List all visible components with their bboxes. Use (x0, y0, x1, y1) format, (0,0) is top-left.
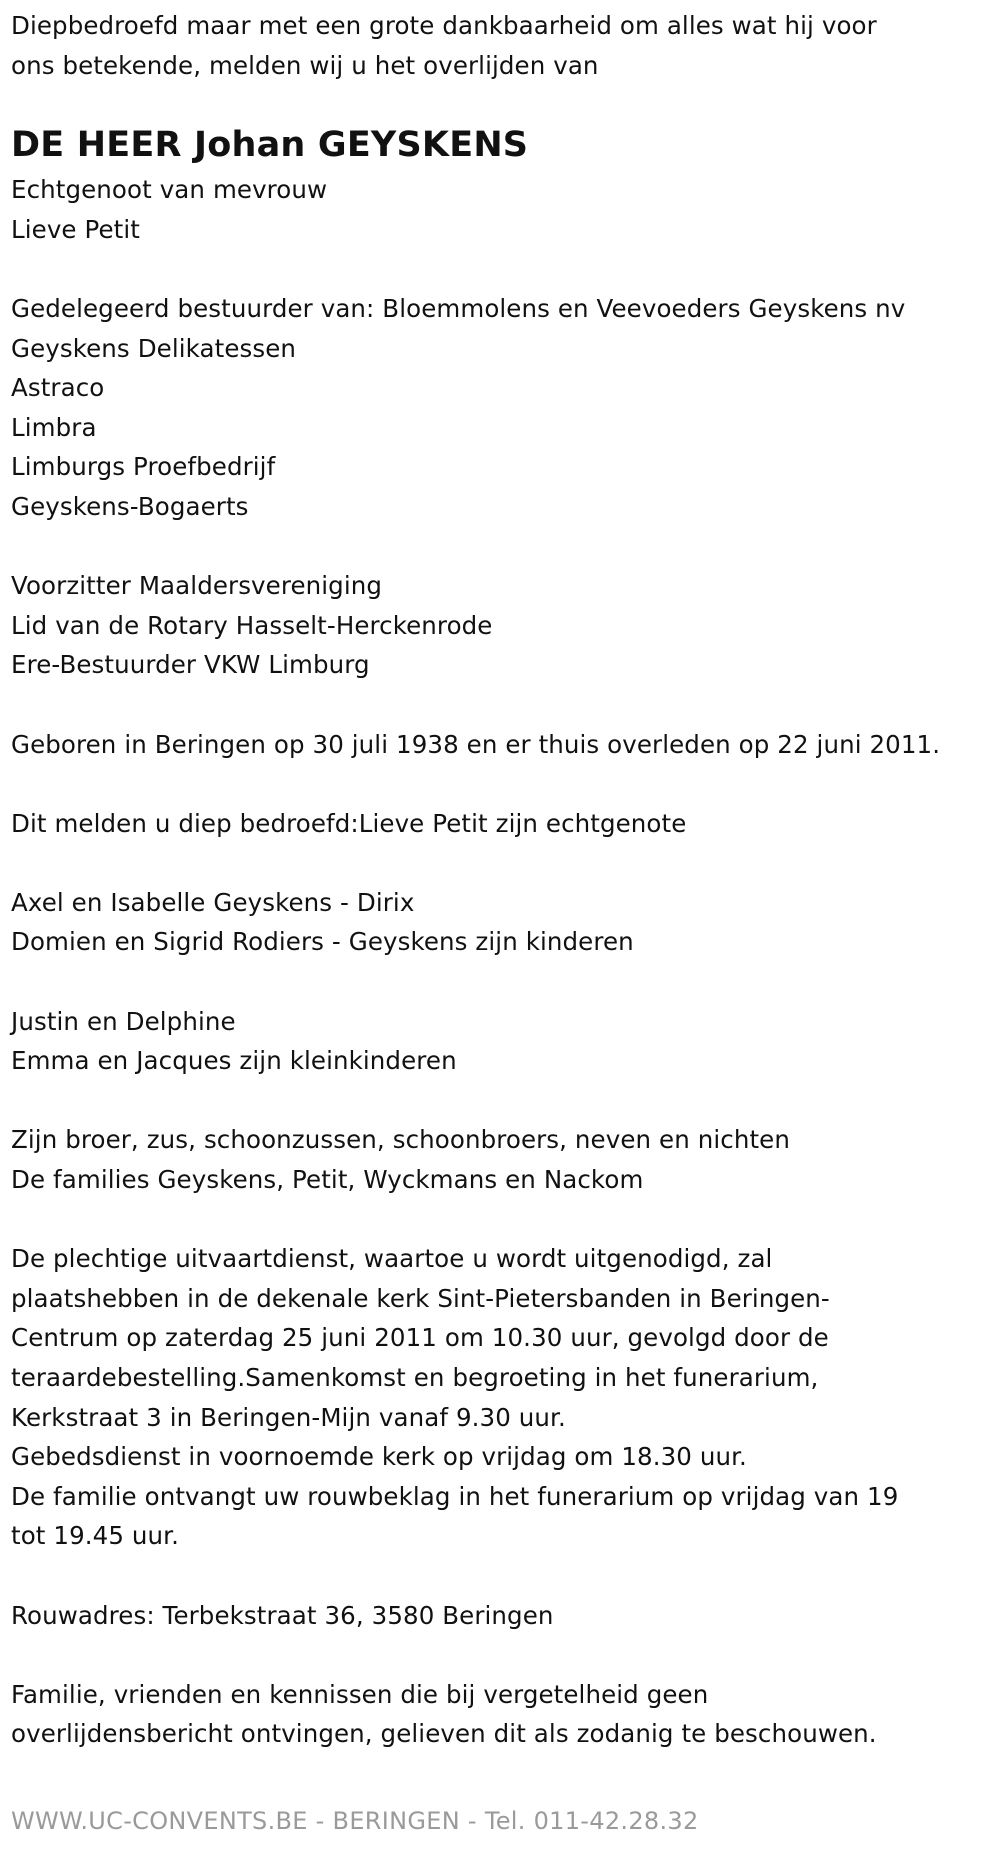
spacer (11, 85, 991, 121)
service-line: Kerkstraat 3 in Beringen-Mijn vanaf 9.30 uur. (11, 1402, 566, 1432)
service-line: De plechtige uitvaartdienst, waartoe u wordt uitgenodigd, zal (11, 1244, 773, 1274)
grandchildren-line: Emma en Jacques zijn kleinkinderen (11, 1046, 457, 1076)
spouse-line: Lieve Petit (11, 214, 140, 244)
service-line: tot 19.45 uur. (11, 1521, 179, 1551)
position-line: Geyskens Delikatessen (11, 333, 297, 363)
spacer (11, 1081, 991, 1121)
intro-line: Diepbedroefd maar met een grote dankbaarheid om alles wat hij voor (11, 11, 877, 40)
spacer (11, 843, 991, 883)
spouse-line: Echtgenoot van mevrouw (11, 175, 328, 205)
position-line: Astraco (11, 373, 105, 403)
birth-death-line: Geboren in Beringen op 30 juli 1938 en er thuis overleden op 22 juni 2011. (11, 729, 941, 759)
grandchildren-line: Justin en Delphine (11, 1006, 236, 1036)
memberships-block (11, 566, 991, 685)
service-line: Centrum op zaterdag 25 juni 2011 om 10.30 uur, gevolgd door de (11, 1323, 829, 1353)
obituary-document (11, 6, 991, 1754)
position-line: Limbra (11, 412, 97, 442)
relatives-block (11, 1120, 991, 1199)
service-line: teraardebestelling.Samenkomst en begroeting in het funerarium, (11, 1363, 819, 1392)
closing-block (11, 1675, 991, 1754)
position-line: Limburgs Proefbedrijf (11, 452, 276, 482)
relatives-line: Zijn broer, zus, schoonzussen, schoonbroers, neven en nichten (11, 1125, 790, 1155)
announced-by-line: Dit melden u diep bedroefd:Lieve Petit zijn echtgenote (11, 808, 687, 838)
children-block (11, 883, 991, 962)
relatives-line: De families Geyskens, Petit, Wyckmans en Nackom (11, 1165, 644, 1195)
grandchildren-block (11, 1002, 991, 1081)
intro-line: ons betekende, melden wij u het overlijden van (11, 50, 599, 80)
closing-line: Familie, vrienden en kennissen die bij vergetelheid geen (11, 1679, 709, 1709)
children-line: Axel en Isabelle Geyskens - Dirix (11, 887, 415, 917)
spacer (11, 249, 991, 289)
service-line: plaatshebben in de dekenale kerk Sint-Pietersbanden in Beringen- (11, 1283, 830, 1313)
deceased-name: DE HEER Johan GEYSKENS (11, 125, 529, 166)
spacer (11, 1635, 991, 1675)
mourning-address: Rouwadres: Terbekstraat 36, 3580 Beringen (11, 1600, 554, 1630)
spacer (11, 685, 991, 725)
spacer (11, 1200, 991, 1240)
membership-line: Ere-Bestuurder VKW Limburg (11, 650, 370, 680)
membership-line: Voorzitter Maaldersvereniging (11, 571, 383, 601)
footer-funeral-home: WWW.UC-CONVENTS.BE - BERINGEN - Tel. 011-42.28.32 (11, 1807, 699, 1835)
position-line: Geyskens-Bogaerts (11, 491, 249, 521)
position-line: Gedelegeerd bestuurder van: Bloemmolens en Veevoeders Geyskens nv (11, 293, 906, 323)
spouse-block (11, 170, 991, 249)
service-block (11, 1239, 991, 1556)
spacer (11, 962, 991, 1002)
membership-line: Lid van de Rotary Hasselt-Herckenrode (11, 610, 493, 640)
children-line: Domien en Sigrid Rodiers - Geyskens zijn kinderen (11, 927, 634, 957)
closing-line: overlijdensbericht ontvingen, gelieven dit als zodanig te beschouwen. (11, 1719, 877, 1749)
spacer (11, 764, 991, 804)
positions-block (11, 289, 991, 527)
intro-paragraph (11, 6, 991, 85)
service-line: Gebedsdienst in voornoemde kerk op vrijdag om 18.30 uur. (11, 1442, 747, 1472)
spacer (11, 527, 991, 567)
service-line: De familie ontvangt uw rouwbeklag in het funerarium op vrijdag van 19 (11, 1481, 899, 1511)
spacer (11, 1556, 991, 1596)
